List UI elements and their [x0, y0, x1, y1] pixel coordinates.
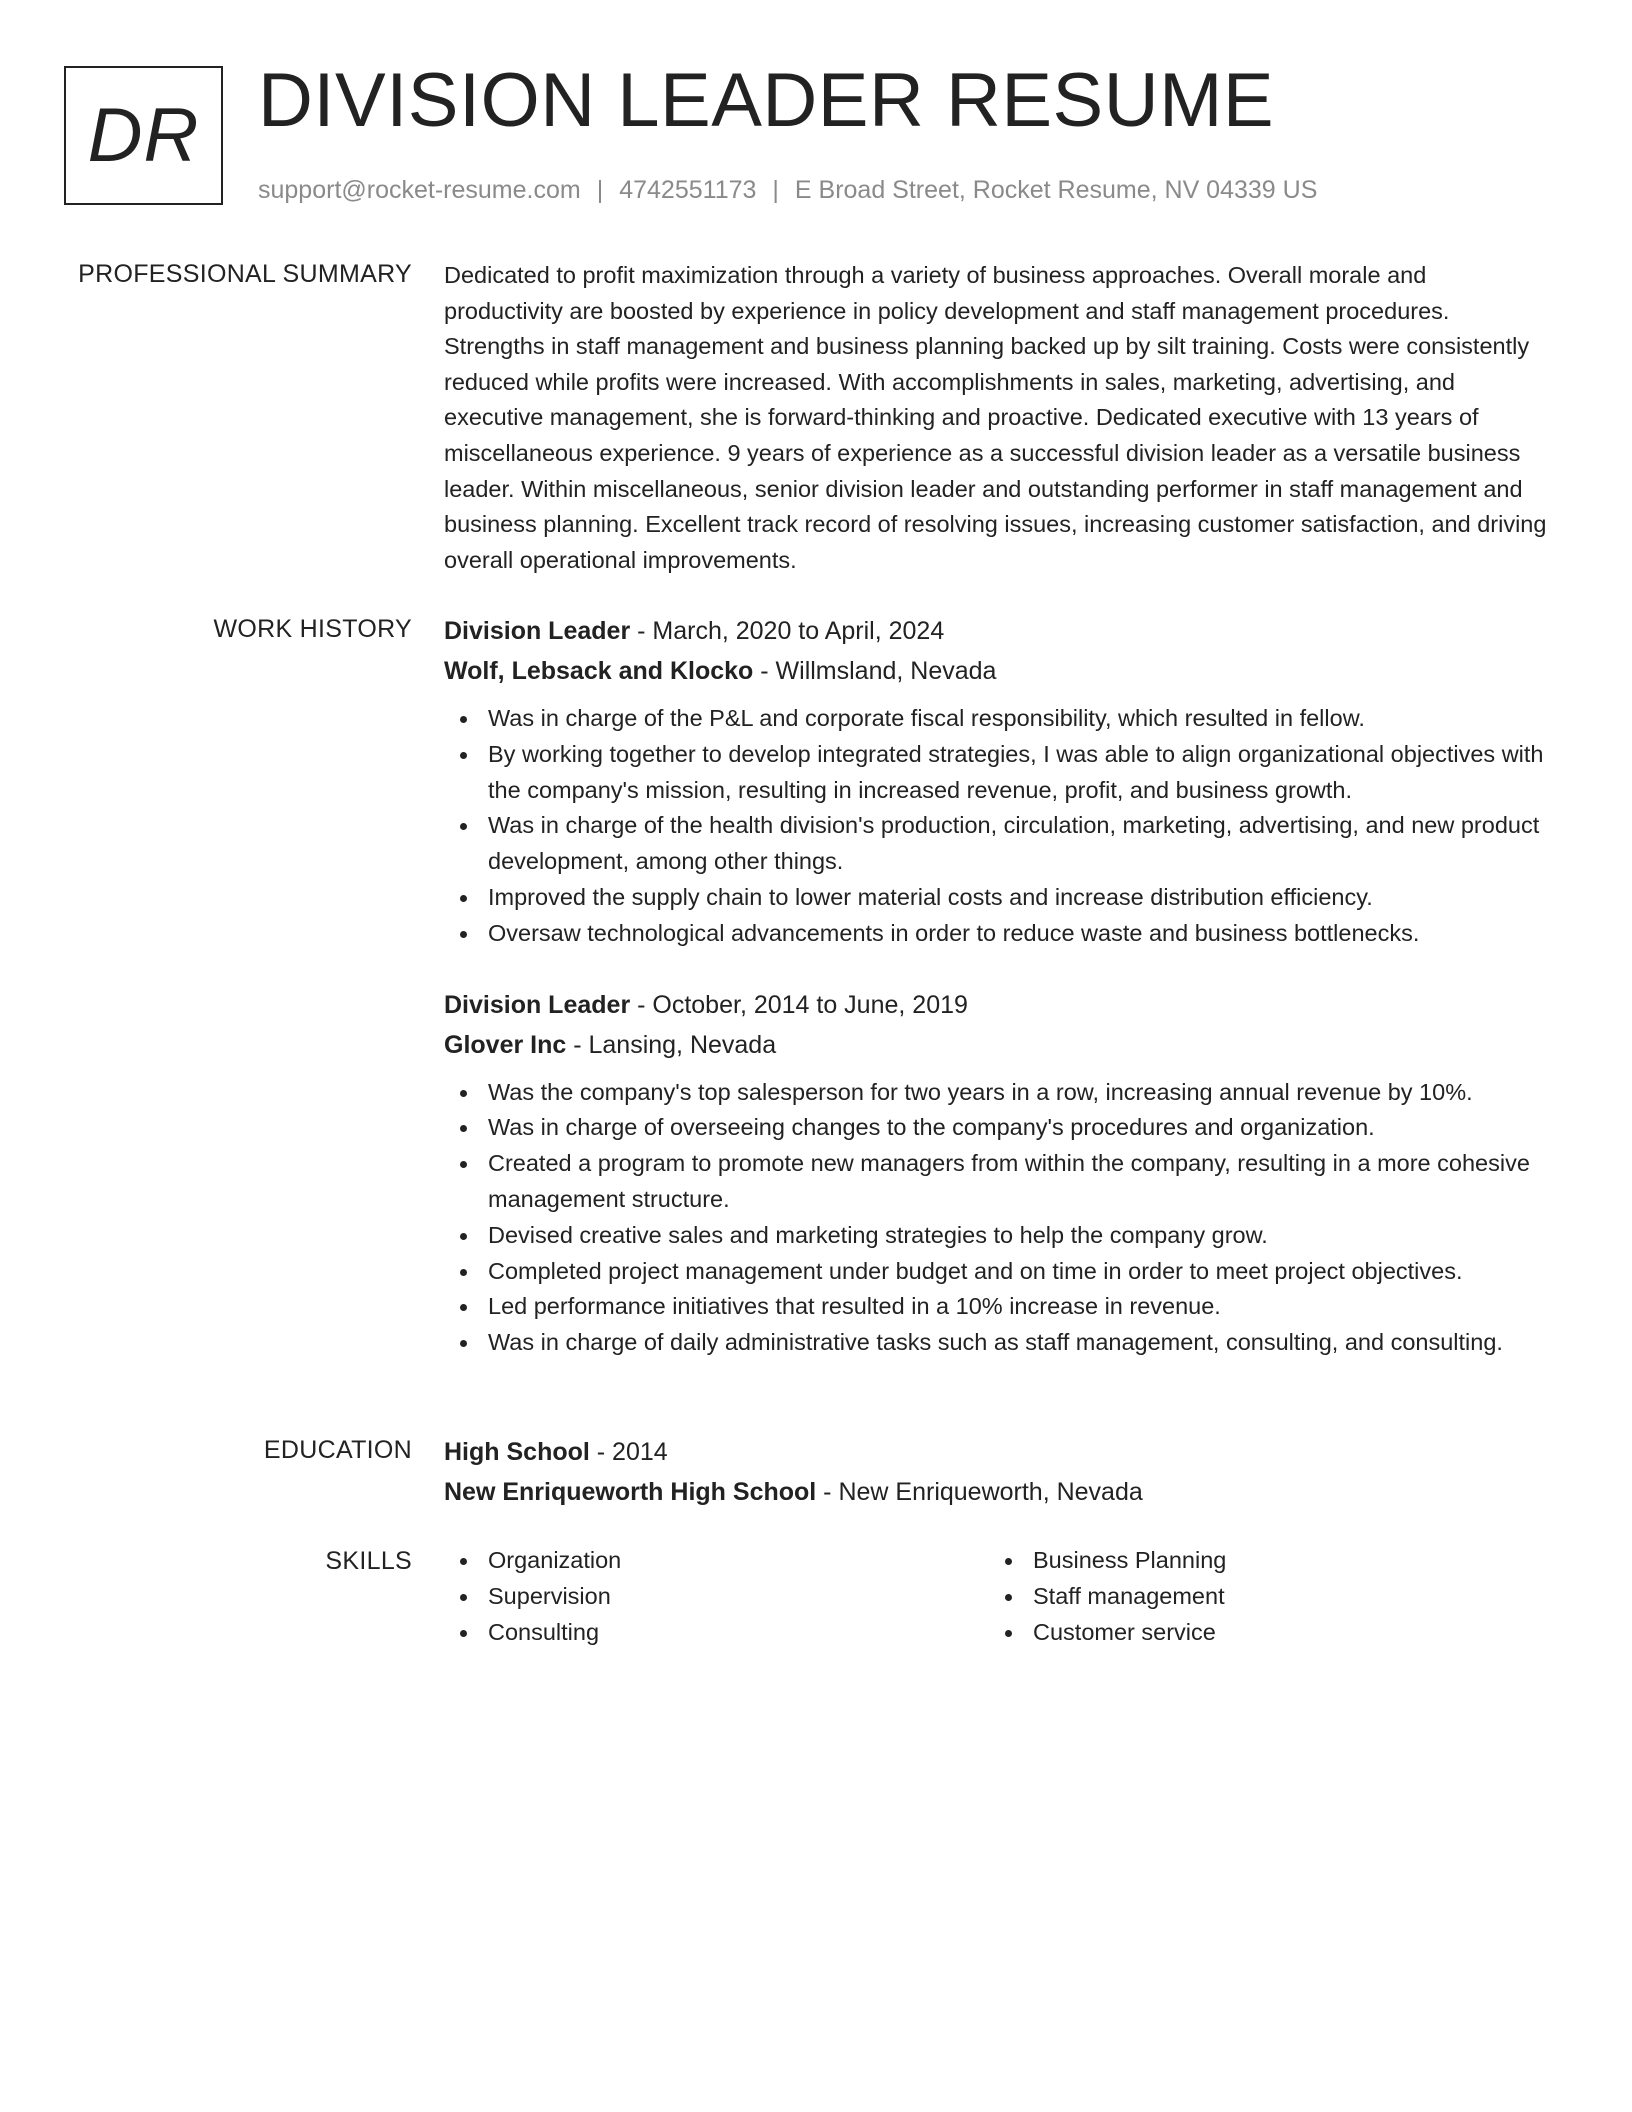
- skill-item: Supervision: [444, 1579, 989, 1615]
- job-bullet: Was in charge of overseeing changes to the company's procedures and organization.: [444, 1110, 1550, 1146]
- job-title-line: [444, 611, 1550, 651]
- job-location: - Willmsland, Nevada: [753, 657, 997, 685]
- skills-column-left: [444, 1543, 989, 1650]
- job-bullet: Oversaw technological advancements in order to reduce waste and business bottlenecks.: [444, 916, 1550, 952]
- education-degree-line: [444, 1432, 1550, 1472]
- job-bullet: Was in charge of daily administrative tasks such as staff management, consulting, and consulting.: [444, 1325, 1550, 1361]
- contact-email: support@rocket-resume.com: [258, 176, 581, 204]
- contact-line: [258, 172, 1317, 208]
- monogram-initials: DR: [87, 93, 200, 178]
- skill-item: Customer service: [989, 1615, 1534, 1651]
- job-company: Glover Inc: [444, 1030, 567, 1059]
- skills-heading: SKILLS: [325, 1547, 412, 1575]
- skill-item: Business Planning: [989, 1543, 1534, 1579]
- contact-phone: 4742551173: [619, 176, 757, 204]
- summary-text: Dedicated to profit maximization through a variety of business approaches. Overall morale and productivity are boosted by experience in policy development and staff management procedures. Strengths in staff management and business planning backed up by silt training. Costs were consistently reduced while profits were increased. With accomplishments in sales, marketing, advertising, and executive management, she is forward-thinking and proactive. Dedicated executive with 13 years of miscellaneous experience. 9 years of experience as a successful division leader as a versatile business leader. Within miscellaneous, senior division leader and outstanding performer in staff management and business planning. Excellent track record of resolving issues, increasing customer satisfaction, and driving overall operational improvements.: [444, 262, 1547, 573]
- work-history-heading: WORK HISTORY: [213, 615, 412, 643]
- contact-separator: |: [596, 176, 604, 204]
- job-entry: [444, 985, 1550, 1361]
- job-title: Division Leader: [444, 990, 631, 1019]
- education-heading: EDUCATION: [263, 1436, 412, 1464]
- job-title-line: [444, 985, 1550, 1025]
- job-dates: - March, 2020 to April, 2024: [630, 617, 945, 645]
- resume-title: DIVISION LEADER RESUME: [258, 58, 1275, 143]
- job-bullet: Was in charge of the P&L and corporate fiscal responsibility, which resulted in fellow.: [444, 701, 1550, 737]
- job-bullet: Was the company's top salesperson for two years in a row, increasing annual revenue by 10%.: [444, 1075, 1550, 1111]
- skills-column-right: [989, 1543, 1534, 1650]
- job-bullet: Was in charge of the health division's production, circulation, marketing, advertising, and new product development, among other things.: [444, 808, 1550, 880]
- job-bullet: Created a program to promote new managers from within the company, resulting in a more cohesive management structure.: [444, 1146, 1550, 1218]
- job-bullet: Completed project management under budget and on time in order to meet project objectives.: [444, 1254, 1550, 1290]
- job-dates: - October, 2014 to June, 2019: [630, 990, 968, 1019]
- education-degree: High School: [444, 1438, 590, 1466]
- skill-item: Organization: [444, 1543, 989, 1579]
- education-school: New Enriqueworth High School: [444, 1478, 817, 1506]
- job-bullet: Improved the supply chain to lower material costs and increase distribution efficiency.: [444, 880, 1550, 916]
- job-company: Wolf, Lebsack and Klocko: [444, 657, 754, 685]
- job-company-line: [444, 1025, 1550, 1065]
- contact-separator: |: [772, 176, 779, 204]
- job-bullet: By working together to develop integrated strategies, I was able to align organizational objectives with the company's mission, resulting in increased revenue, profit, and business growth.: [444, 737, 1550, 809]
- job-bullet: Devised creative sales and marketing strategies to help the company grow.: [444, 1218, 1550, 1254]
- skill-item: Staff management: [989, 1579, 1534, 1615]
- monogram-box: [64, 66, 223, 205]
- education-location: - New Enriqueworth, Nevada: [816, 1478, 1143, 1506]
- summary-heading: PROFESSIONAL SUMMARY: [78, 260, 412, 288]
- job-title: Division Leader: [444, 617, 631, 645]
- job-bullets: [444, 1075, 1550, 1361]
- skill-item: Consulting: [444, 1615, 989, 1651]
- job-bullet: Led performance initiatives that resulted in a 10% increase in revenue.: [444, 1289, 1550, 1325]
- job-entry: [444, 611, 1550, 952]
- job-company-line: [444, 651, 1550, 691]
- skills-grid: [444, 1543, 1550, 1650]
- job-location: - Lansing, Nevada: [566, 1030, 777, 1059]
- education-year: - 2014: [589, 1438, 668, 1466]
- contact-address: E Broad Street, Rocket Resume, NV 04339 US: [794, 176, 1318, 204]
- education-school-line: [444, 1472, 1550, 1512]
- job-bullets: [444, 701, 1550, 952]
